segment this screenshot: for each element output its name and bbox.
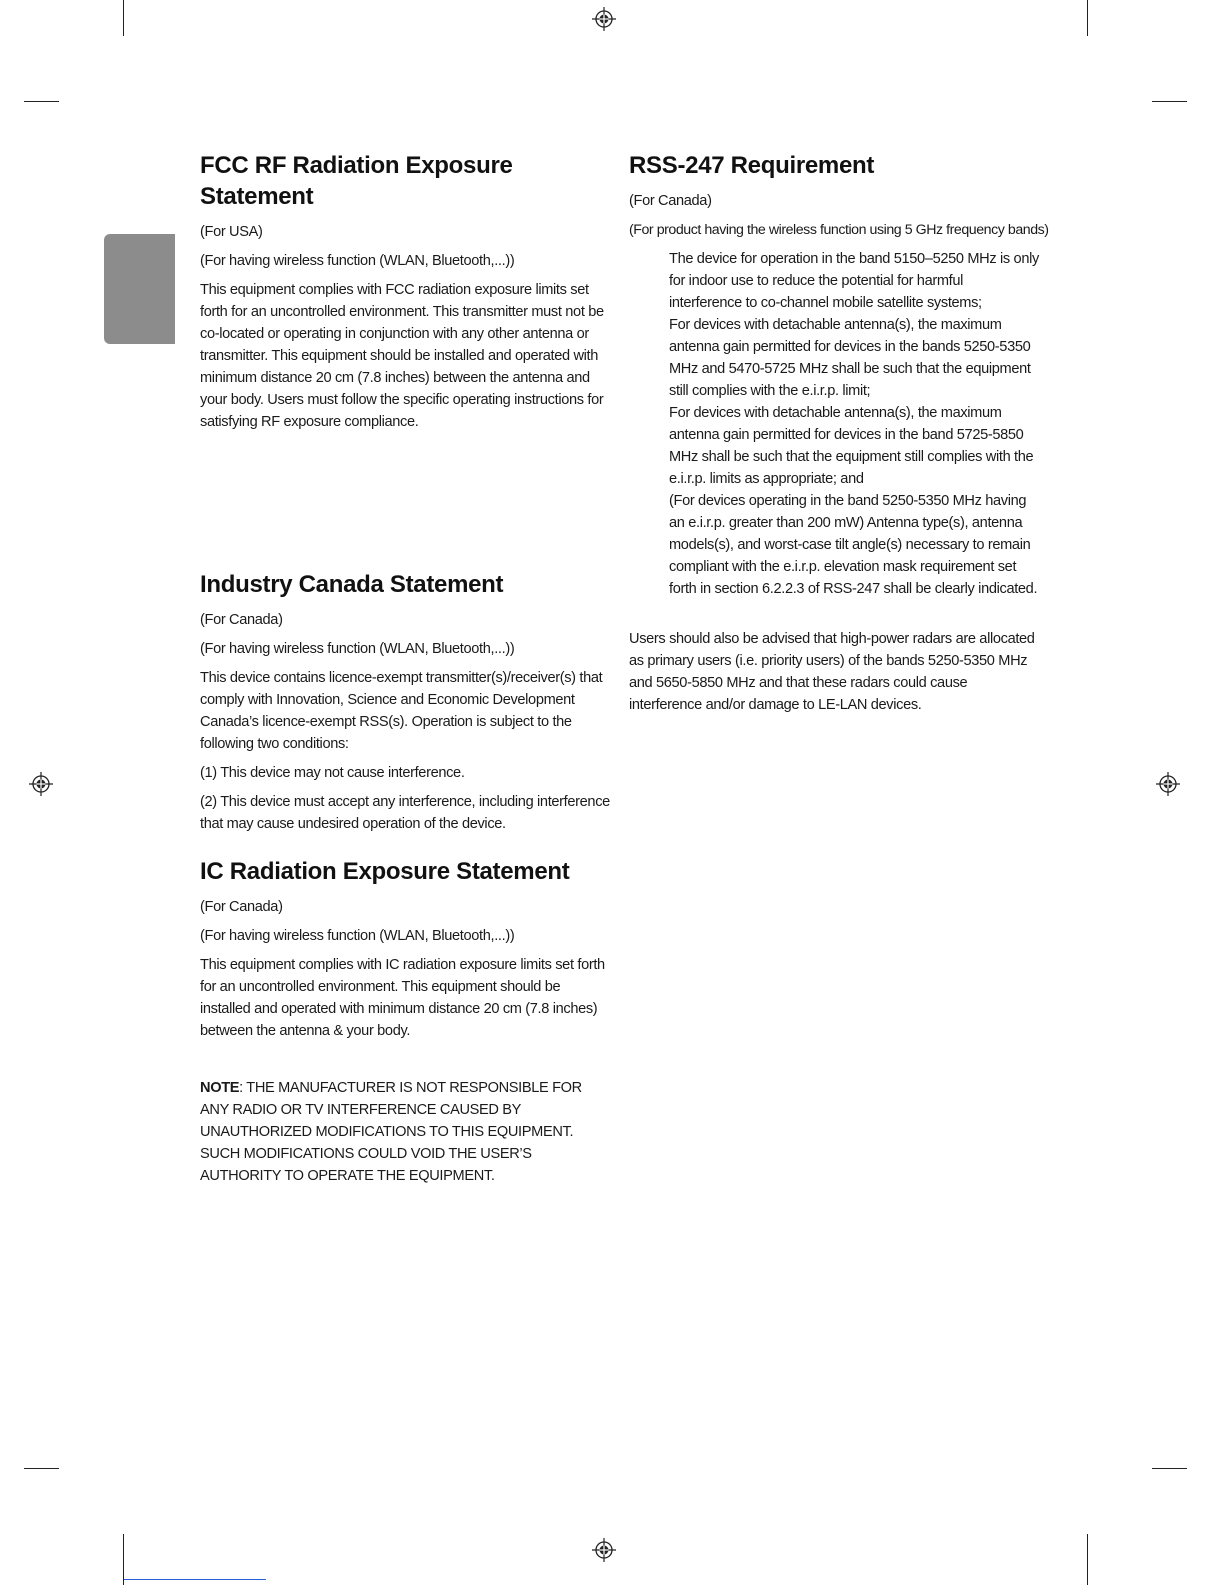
fcc-wireless: (For having wireless function (WLAN, Bluetooth,...)) bbox=[200, 253, 515, 269]
industry-canada-wireless: (For having wireless function (WLAN, Bluetooth,...)) bbox=[200, 641, 515, 657]
registration-mark-icon bbox=[592, 7, 616, 31]
rss-section bbox=[629, 150, 1049, 716]
note-section bbox=[200, 1077, 610, 1187]
crop-mark bbox=[1152, 1468, 1187, 1469]
note-text bbox=[200, 1077, 610, 1187]
list-item: The device for operation in the band 5150–5250 MHz is only for indoor use to reduce the potential for harmful interference to co-channel mobile satellite systems; bbox=[669, 251, 1039, 311]
fcc-region: (For USA) bbox=[200, 224, 263, 240]
industry-canada-region: (For Canada) bbox=[200, 612, 283, 628]
registration-mark-icon bbox=[29, 772, 53, 796]
crop-mark bbox=[24, 101, 59, 102]
registration-mark-icon bbox=[1156, 772, 1180, 796]
industry-canada-section bbox=[200, 569, 610, 835]
fcc-body: This equipment complies with FCC radiation exposure limits set forth for an uncontrolled environment. This transmitter must not be co-located or operating in conjunction with any other antenna or transmitter. This equipment should be installed and operated with minimum distance 20 cm (7.8 inches) between the antenna and your body. Users must follow the specific operating instructions for satisfying RF exposure compliance. bbox=[200, 282, 604, 430]
ic-section bbox=[200, 856, 610, 1042]
rss-region: (For Canada) bbox=[629, 193, 712, 209]
industry-canada-title: Industry Canada Statement bbox=[200, 571, 504, 598]
fcc-title: FCC RF Radiation Exposure Statement bbox=[200, 152, 513, 210]
industry-canada-body: This device contains licence-exempt transmitter(s)/receiver(s) that comply with Innovation, Science and Economic Development Canada’s licence-exempt RSS(s). Operation is subject to the following two conditions: bbox=[200, 670, 603, 752]
crop-mark bbox=[123, 1534, 124, 1585]
crop-mark bbox=[1087, 0, 1088, 36]
crop-mark bbox=[123, 0, 124, 36]
language-side-tab bbox=[104, 234, 175, 344]
ic-region: (For Canada) bbox=[200, 899, 283, 915]
rss-product: (For product having the wireless function using 5 GHz frequency bands) bbox=[629, 222, 1049, 238]
rss-title: RSS-247 Requirement bbox=[629, 152, 875, 179]
fcc-section bbox=[200, 150, 610, 433]
registration-mark-icon bbox=[592, 1538, 616, 1562]
ic-wireless: (For having wireless function (WLAN, Bluetooth,...)) bbox=[200, 928, 515, 944]
crop-mark bbox=[24, 1468, 59, 1469]
ic-body: This equipment complies with IC radiation exposure limits set forth for an uncontrolled environment. This equipment should be installed and operated with minimum distance 20 cm (7.8 inches) between the antenna & your body. bbox=[200, 957, 605, 1039]
industry-canada-condition-1: (1) This device may not cause interference. bbox=[200, 765, 465, 781]
footer-line bbox=[124, 1579, 266, 1580]
rss-users-advisory: Users should also be advised that high-power radars are allocated as primary users (i.e. priority users) of the bands 5250-5350 MHz and 5650-5850 MHz and that these radars could cause interference and/or damage to LE-LAN devices. bbox=[629, 631, 1035, 713]
list-item: For devices with detachable antenna(s), the maximum antenna gain permitted for devices in the bands 5250-5350 MHz and 5470-5725 MHz shall be such that the equipment still complies with the e.i.r.p. limit; bbox=[669, 317, 1031, 399]
note-label: NOTE bbox=[200, 1080, 240, 1096]
ic-title: IC Radiation Exposure Statement bbox=[200, 858, 570, 885]
crop-mark bbox=[1087, 1534, 1088, 1585]
crop-mark bbox=[1152, 101, 1187, 102]
list-item: For devices with detachable antenna(s), the maximum antenna gain permitted for devices in the band 5725-5850 MHz shall be such that the equipment still complies with the e.i.r.p. limits as appropriate; and bbox=[669, 405, 1034, 487]
note-body: : THE MANUFACTURER IS NOT RESPONSIBLE FOR ANY RADIO OR TV INTERFERENCE CAUSED BY UNAUTHORIZED MODIFICATIONS TO THIS EQUIPMENT. SUCH MODIFICATIONS COULD VOID THE USER’S AUTHORITY TO OPERATE THE EQUIPMENT. bbox=[200, 1080, 582, 1184]
list-item: (For devices operating in the band 5250-5350 MHz having an e.i.r.p. greater than 200 mW) Antenna type(s), antenna models(s), and worst-case tilt angle(s) necessary to remain compliant with the e.i.r.p. elevation mask requirement set forth in section 6.2.2.3 of RSS-247 shall be clearly indicated. bbox=[669, 493, 1038, 597]
rss-requirements-list bbox=[629, 248, 1039, 600]
industry-canada-condition-2: (2) This device must accept any interference, including interference that may cause undesired operation of the device. bbox=[200, 794, 610, 832]
